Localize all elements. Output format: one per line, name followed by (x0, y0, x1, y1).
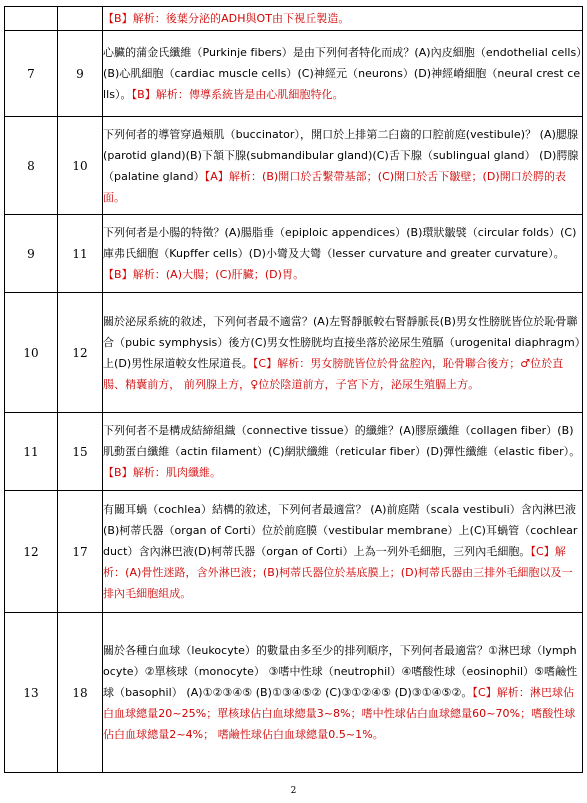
question-cell (103, 413, 583, 491)
question-cell (103, 613, 583, 773)
question-number-cell: 18 (58, 613, 103, 773)
row-number-cell: 7 (5, 31, 58, 117)
answer-explanation: 【C】解析：(A)骨性迷路，含外淋巴液；(B)柯蒂氏器位於基底膜上；(D)柯蒂氏器由三排外毛細胞以及一排內毛細胞組成。 (103, 545, 573, 600)
row-number-cell: 9 (5, 215, 58, 293)
question-text: 關於泌尿系統的敘述，下列何者最不適當？(A)左腎靜脈較右腎靜脈長(B)男女性膀胱皆位於恥骨聯合（pubic symphysis）後方(C)男女性膀胱均直接坐落於泌尿生殖膈（urogenital diaphragm）上(D)男性尿道較女性尿道長。 (103, 314, 581, 370)
row-number-cell: 12 (5, 491, 58, 613)
question-text: 關於各種白血球（leukocyte）的數量由多至少的排列順序，下列何者最適當？①淋巴球（lymphocyte）②單核球（monocyte） ③嗜中性球（neutrophil）④嗜酸性球（eosinophil）⑤嗜鹼性球（basophil） (A)①②③④⑤ (B)①③④⑤② (C)③①②④⑤ (D)③①④⑤②。 (103, 644, 578, 699)
question-cell (103, 491, 583, 613)
question-number-cell: 11 (58, 215, 103, 293)
question-text: 心臟的蒲金氏纖維（Purkinje fibers）是由下列何者特化而成？(A)內皮細胞（endothelial cells）(B)心肌細胞（cardiac muscle cells）(C)神經元（neurons）(D)神經嵴細胞（neural crest cells）。 (103, 46, 582, 101)
question-number-cell: 9 (58, 31, 103, 117)
question-cell (103, 7, 583, 31)
answer-explanation: 【C】解析：男女膀胱皆位於骨盆腔內，恥骨聯合後方；♂位於直腸、精囊前方， 前列腺上方，♀位於陰道前方，子宮下方，泌尿生殖膈上方。 (103, 356, 564, 391)
question-number-cell: 17 (58, 491, 103, 613)
question-number-cell: 15 (58, 413, 103, 491)
question-text: 下列何者是小腸的特徵？(A)腸脂垂（epiploic appendices）(B)環狀皺襞（circular folds）(C)庫弗氏細胞（Kupffer cells）(D)小彎及大彎（lesser curvature and greater curvature）。 (103, 226, 577, 260)
question-text: 有關耳蝸（cochlea）結構的敘述，下列何者最適當？ (A)前庭階（scala vestibuli）含內淋巴液 (B)柯蒂氏器（organ of Corti）位於前庭膜（vestibular membrane）上(C)耳蝸管（cochlear duct）含內淋巴液(D)柯蒂氏器（organ of Corti）上為一列外毛細胞，三列內毛細胞。 (103, 503, 582, 558)
table-row (5, 215, 583, 293)
table-row (5, 413, 583, 491)
question-text: 下列何者的導管穿過頰肌（buccinator），開口於上排第二臼齒的口腔前庭(vestibule)？ (A)腮腺(parotid gland)(B)下頷下腺(submandibular gland)(C)舌下腺（sublingual gland） (D)腭腺（palatine gland） (103, 127, 579, 183)
row-number-cell: 8 (5, 117, 58, 215)
table-row (5, 7, 583, 31)
row-number-cell: 10 (5, 293, 58, 413)
answer-explanation: 【B】解析：傳導系統皆是由心肌細胞特化。 (131, 88, 344, 101)
row-number-cell: 11 (5, 413, 58, 491)
question-cell (103, 31, 583, 117)
answer-explanation: 【A】解析：(B)開口於舌繫帶基部；(C)開口於舌下皺壁；(D)開口於腭的表面。 (103, 169, 567, 204)
question-cell (103, 117, 583, 215)
question-number-cell: 12 (58, 293, 103, 413)
table-row (5, 293, 583, 413)
table-row (5, 491, 583, 613)
answer-explanation: 【B】解析：肌肉纖維。 (103, 466, 222, 479)
table-row (5, 613, 583, 773)
row-number-cell: 13 (5, 613, 58, 773)
question-cell (103, 215, 583, 293)
question-table (4, 6, 583, 773)
table-row (5, 31, 583, 117)
row-number-cell (5, 7, 58, 31)
question-number-cell (58, 7, 103, 31)
question-number-cell: 10 (58, 117, 103, 215)
question-cell (103, 293, 583, 413)
page-number: 2 (290, 786, 297, 796)
answer-explanation: 【B】解析：(A)大腸；(C)肝臟；(D)胃。 (103, 268, 305, 281)
question-text: 下列何者不是構成結締組織（connective tissue）的纖維？(A)膠原纖維（collagen fiber）(B)肌動蛋白纖維（actin filament）(C)網狀纖維（reticular fiber）(D)彈性纖維（elastic fiber）。 (103, 424, 581, 458)
answer-explanation: 【B】解析：後葉分泌的ADH與OT由下視丘製造。 (103, 12, 350, 25)
answer-explanation: 【C】解析：淋巴球佔白血球總量20~25%；單核球佔白血球總量3~8%；嗜中性球佔白血球總量60~70%；嗜酸性球佔白血球總量2~4%； 嗜鹼性球佔白血球總量0.5~1%。 (103, 686, 576, 741)
table-row (5, 117, 583, 215)
